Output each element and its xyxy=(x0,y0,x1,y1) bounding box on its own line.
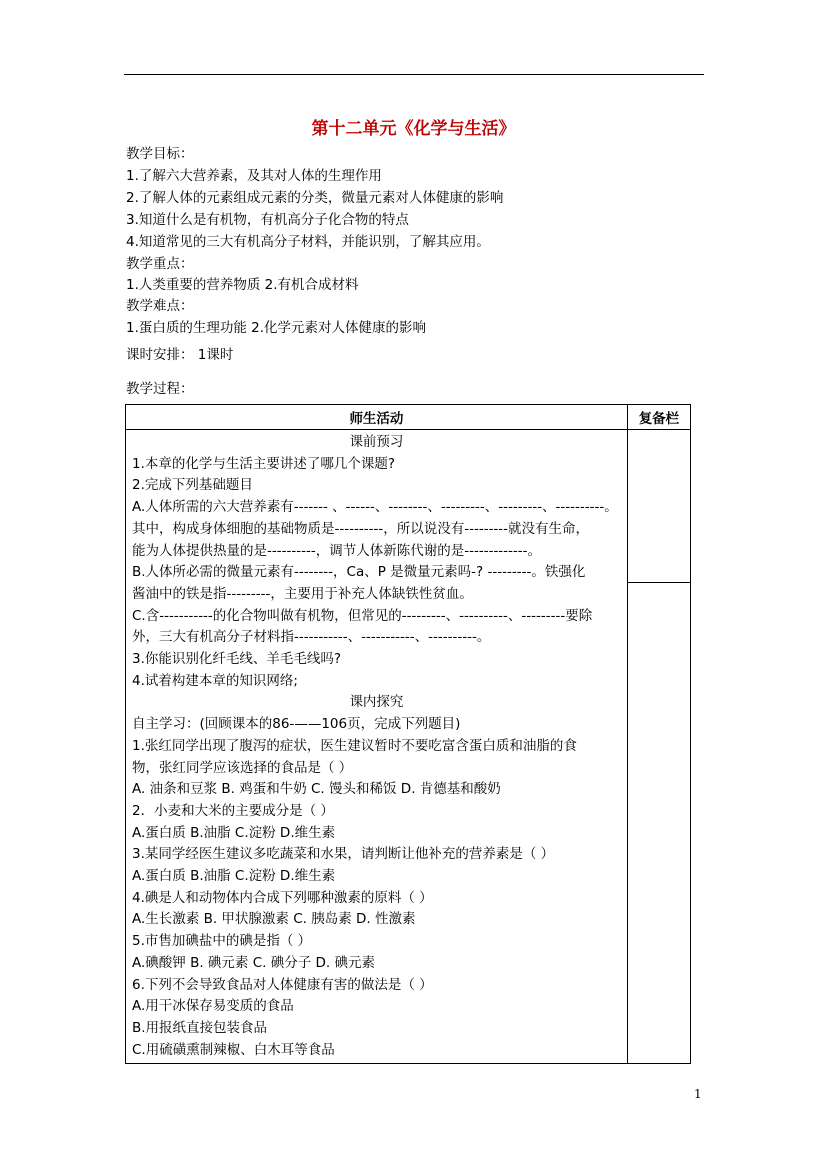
section-heading: 课前预习 xyxy=(349,434,404,450)
content-line: A. 油条和豆浆 B. 鸡蛋和牛奶 C. 馒头和稀饭 D. 肯德基和酸奶 xyxy=(132,781,501,798)
content-line: 自主学习：(回顾课本的86-——106页，完成下列题目) xyxy=(132,716,461,733)
content-line: 4.碘是人和动物体内合成下列哪种激素的原料（ ） xyxy=(132,889,433,906)
content-line: A.蛋白质 B.油脂 C.淀粉 D.维生素 xyxy=(132,824,336,841)
header-rule xyxy=(124,74,704,75)
content-line: 3.某同学经医生建议多吃蔬菜和水果，请判断让他补充的营养素是（ ） xyxy=(132,846,555,863)
intro-line: 4.知道常见的三大有机高分子材料，并能识别，了解其应用。 xyxy=(126,234,490,250)
intro-line: 1.蛋白质的生理功能 2.化学元素对人体健康的影响 xyxy=(126,320,427,336)
intro-line: 2.了解人体的元素组成元素的分类，微量元素对人体健康的影响 xyxy=(126,190,504,206)
content-line: A.生长激素 B. 甲状腺激素 C. 胰岛素 D. 性激素 xyxy=(132,911,416,928)
notes-cell xyxy=(627,430,690,1064)
intro-line: 1.了解六大营养素，及其对人体的生理作用 xyxy=(126,168,382,184)
content-line: A.蛋白质 B.油脂 C.淀粉 D.维生素 xyxy=(132,868,336,885)
content-line: 其中，构成身体细胞的基础物质是----------，所以说没有---------就没有生命， xyxy=(132,520,590,537)
content-line: 物，张红同学应该选择的食品是（ ） xyxy=(132,759,353,776)
table-header-notes: 复备栏 xyxy=(627,405,690,430)
content-line: 2．小麦和大米的主要成分是（ ） xyxy=(132,802,334,819)
activities-cell xyxy=(126,430,628,1064)
intro-line: 3.知道什么是有机物，有机高分子化合物的特点 xyxy=(126,212,409,228)
intro-line: 教学重点： xyxy=(126,256,194,272)
content-line: A.用干冰保存易变质的食品 xyxy=(132,998,294,1015)
content-line: C.用硫磺熏制辣椒、白木耳等食品 xyxy=(132,1041,335,1058)
content-line: A.人体所需的六大营养素有------- 、------、--------、---------、---------、----------。 xyxy=(132,499,618,516)
section-heading: 课内探究 xyxy=(349,694,404,711)
notes-divider xyxy=(628,582,690,583)
document-title: 第十二单元《化学与生活》 xyxy=(311,119,516,139)
intro-line: 1.人类重要的营养物质 2.有机合成材料 xyxy=(126,277,359,293)
content-line: 4.试着构建本章的知识网络; xyxy=(132,672,298,689)
teaching-process-table xyxy=(125,404,691,1064)
intro-line: 教学难点： xyxy=(126,298,194,314)
content-line: A.碘酸钾 B. 碘元素 C. 碘分子 D. 碘元素 xyxy=(132,954,375,971)
intro-line: 教学目标： xyxy=(126,146,194,162)
intro-line: 教学过程： xyxy=(126,381,194,397)
content-line: B.用报纸直接包装食品 xyxy=(132,1019,268,1036)
content-line: 能为人体提供热量的是----------，调节人体新陈代谢的是-------------。 xyxy=(132,542,542,559)
intro-line: 课时安排： 1课时 xyxy=(126,347,234,363)
content-line: 6.下列不会导致食品对人体健康有害的做法是（ ） xyxy=(132,976,433,993)
content-line: C.含-----------的化合物叫做有机物，但常见的---------、----------、---------要除 xyxy=(132,607,593,624)
content-line: 1.张红同学出现了腹泻的症状，医生建议暂时不要吃富含蛋白质和油脂的食 xyxy=(132,737,577,754)
content-line: 3.你能识别化纤毛线、羊毛毛线吗? xyxy=(132,651,342,668)
content-line: 1.本章的化学与生活主要讲述了哪几个课题? xyxy=(132,455,396,472)
page-number: 1 xyxy=(694,1087,702,1101)
table-header-activities: 师生活动 xyxy=(126,405,628,430)
content-line: B.人体所必需的微量元素有--------，Ca、P 是微量元素吗-? ---------。铁强化 xyxy=(132,564,586,581)
content-line: 外，三大有机高分子材料指-----------、-----------、----------。 xyxy=(132,629,491,646)
content-line: 5.市售加碘盐中的碘是指（ ） xyxy=(132,933,312,950)
content-line: 酱油中的铁是指---------，主要用于补充人体缺铁性贫血。 xyxy=(132,585,473,602)
content-line: 2.完成下列基础题目 xyxy=(132,477,253,494)
